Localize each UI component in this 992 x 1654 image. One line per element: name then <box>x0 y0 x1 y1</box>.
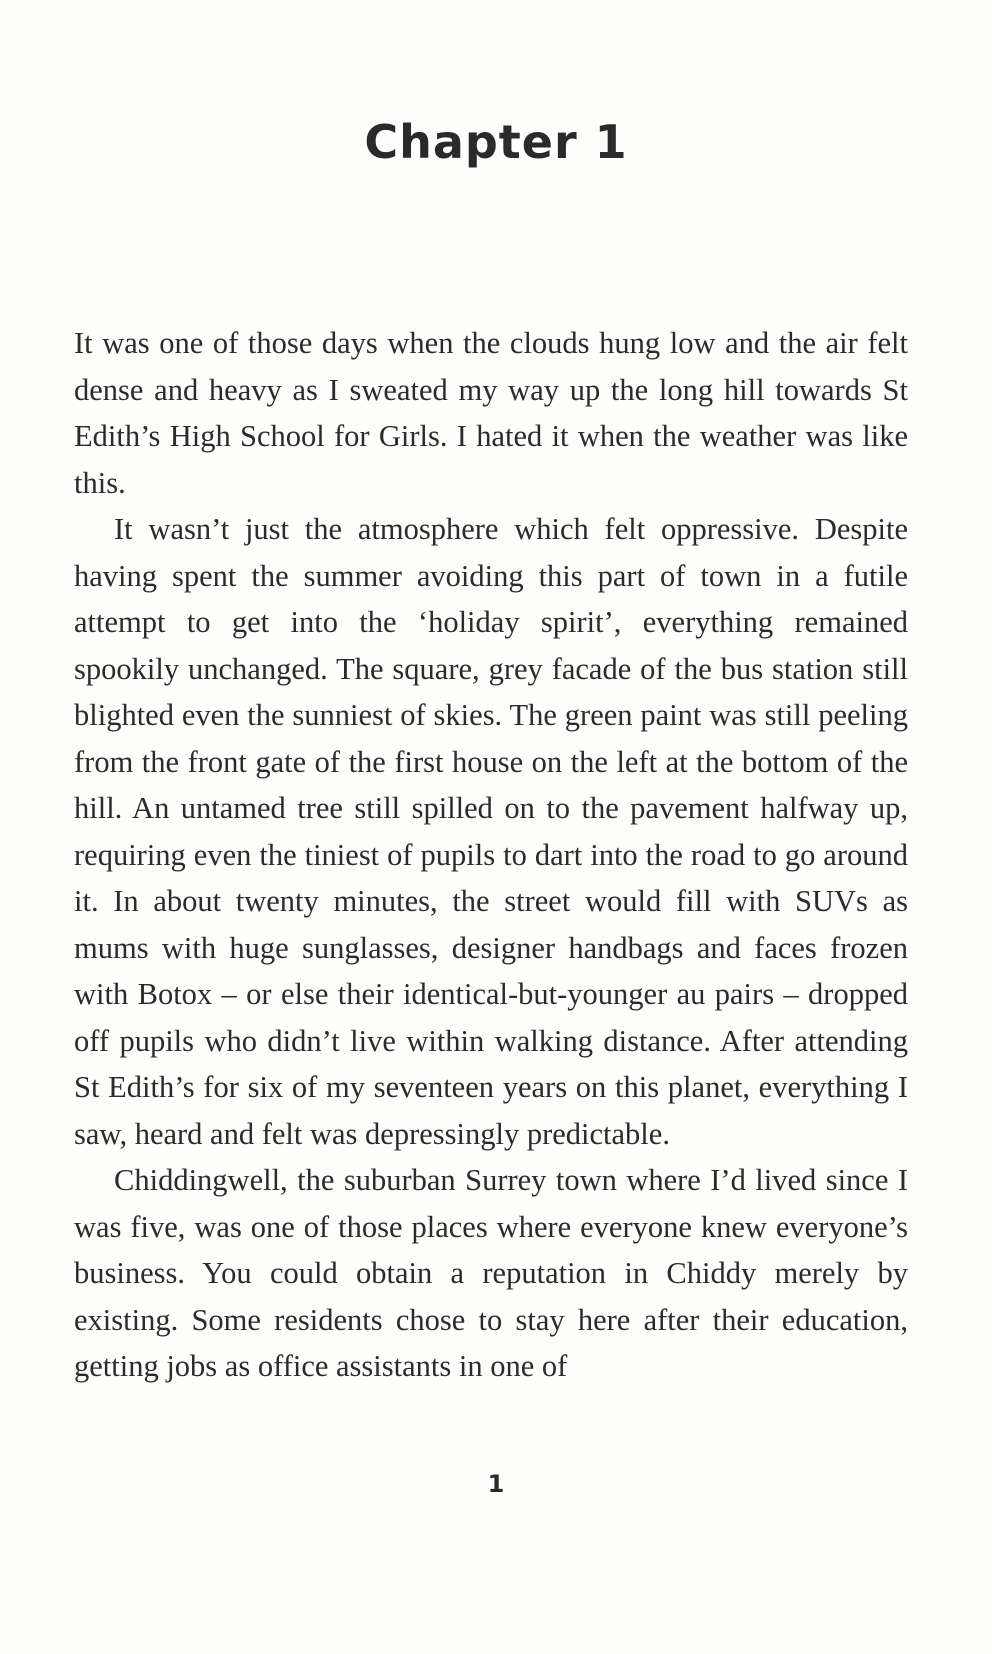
paragraph-3: Chiddingwell, the suburban Surrey town where I’d lived since I was five, was one of those places where everyone knew everyone’s business. You could obtain a reputation in Chiddy merely by existing. Some residents chose to stay here after their education, getting jobs as office assistants in one of <box>74 1163 908 1383</box>
chapter-title: Chapter 1 <box>364 115 628 169</box>
chapter-body <box>74 320 908 1390</box>
page-number: 1 <box>487 1470 505 1498</box>
paragraph-2: It wasn’t just the atmosphere which felt oppressive. Despite having spent the summer avoiding this part of town in a futile attempt to get into the ‘holiday spirit’, everything remained spookily unchanged. The square, grey facade of the bus station still blighted even the sunniest of skies. The green paint was still peeling from the front gate of the first house on the left at the bottom of the hill. An untamed tree still spilled on to the pavement halfway up, requiring even the tiniest of pupils to dart into the road to go around it. In about twenty minutes, the street would fill with SUVs as mums with huge sunglasses, designer handbags and faces frozen with Botox – or else their identical-but-younger au pairs – dropped off pupils who didn’t live within walking distance. After attending St Edith’s for six of my seventeen years on this planet, everything I saw, heard and felt was depressingly predictable. <box>74 512 908 1151</box>
paragraph-1: It was one of those days when the clouds hung low and the air felt dense and heavy as I sweated my way up the long hill towards St Edith’s High School for Girls. I hated it when the weather was like this. <box>74 326 908 500</box>
